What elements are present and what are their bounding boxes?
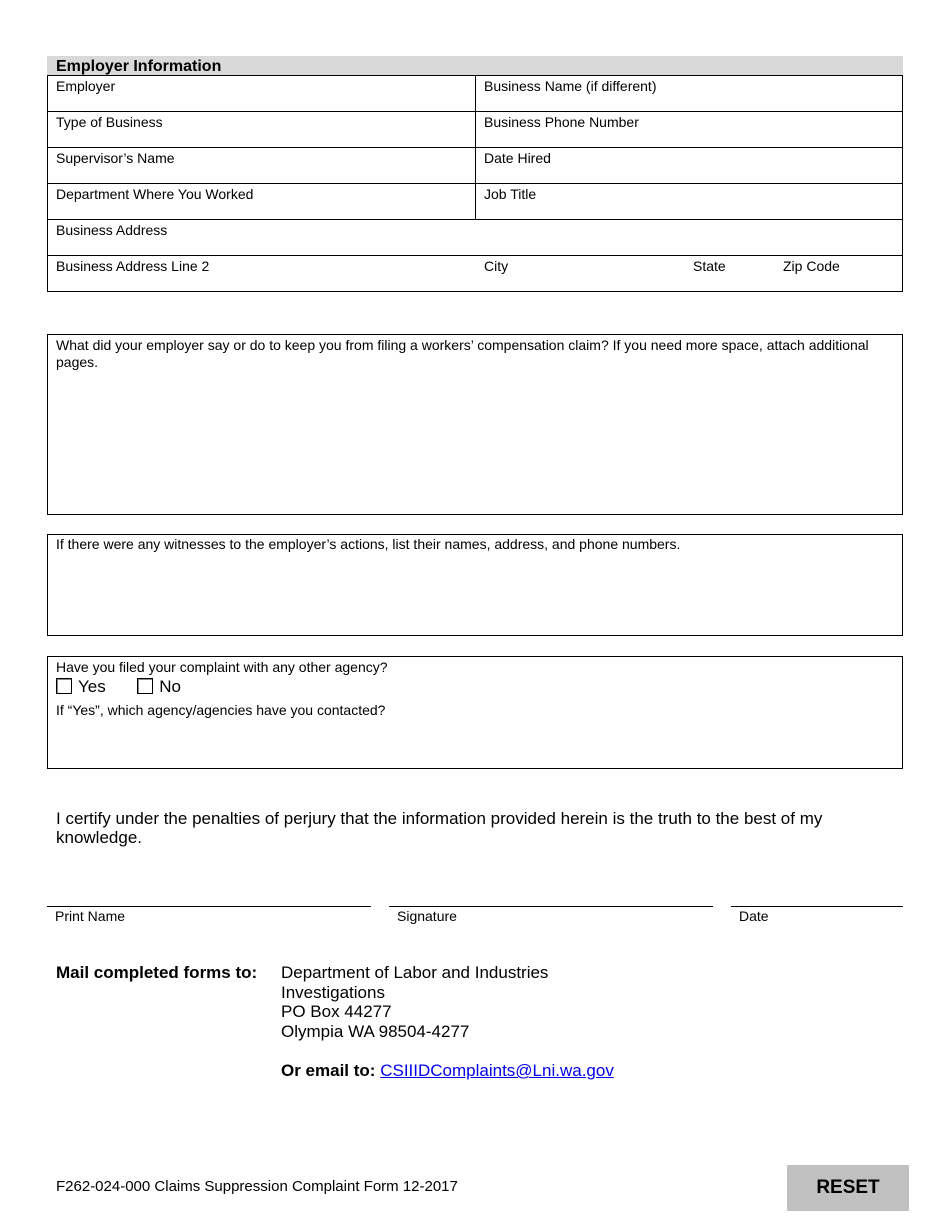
supervisor-name-field[interactable] xyxy=(48,148,476,184)
address-line: Investigations xyxy=(281,982,385,1002)
no-option[interactable] xyxy=(137,677,181,696)
email-label: Or email to: xyxy=(281,1061,376,1080)
agency-contacted-label: If “Yes”, which agency/agencies have you contacted? xyxy=(56,702,386,718)
address-line: Department of Labor and Industries xyxy=(281,963,549,982)
certification-statement: I certify under the penalties of perjury that the information provided herein is the truth to the best of my knowledge. xyxy=(56,809,823,847)
print-name-field[interactable] xyxy=(47,906,371,925)
section-title-employer-information: Employer Information xyxy=(47,56,903,75)
witnesses-field[interactable] xyxy=(47,534,903,636)
form-identifier: F262-024-000 Claims Suppression Complaint Form 12-2017 xyxy=(56,1178,458,1195)
business-name-label: Business Name (if different) xyxy=(484,78,657,94)
date-hired-label: Date Hired xyxy=(484,150,551,166)
witnesses-label: If there were any witnesses to the employer’s actions, list their names, address, and phone numbers. xyxy=(56,536,681,552)
yes-label: Yes xyxy=(78,677,106,696)
reset-button[interactable]: RESET xyxy=(787,1165,909,1211)
job-title-label: Job Title xyxy=(484,186,537,202)
business-phone-label: Business Phone Number xyxy=(484,114,639,130)
print-name-label: Print Name xyxy=(55,908,126,924)
supervisor-name-label: Supervisor’s Name xyxy=(56,150,175,166)
type-of-business-field[interactable] xyxy=(48,112,476,148)
state-label[interactable]: State xyxy=(693,258,726,274)
date-label: Date xyxy=(739,908,769,924)
business-name-field[interactable] xyxy=(476,76,903,112)
employer-actions-field[interactable] xyxy=(47,334,903,515)
business-address-line2-row xyxy=(48,256,903,292)
other-agency-question: Have you filed your complaint with any other agency? xyxy=(56,659,388,675)
yes-checkbox[interactable] xyxy=(56,678,72,694)
address-line: PO Box 44277 xyxy=(281,1002,392,1021)
zip-code-label[interactable]: Zip Code xyxy=(783,258,840,274)
business-address-label: Business Address xyxy=(56,222,168,238)
department-label: Department Where You Worked xyxy=(56,186,254,202)
date-hired-field[interactable] xyxy=(476,148,903,184)
email-link[interactable]: CSIIIDComplaints@Lni.wa.gov xyxy=(380,1061,614,1080)
business-address-2-label[interactable]: Business Address Line 2 xyxy=(56,258,210,274)
employer-info-table xyxy=(47,75,903,292)
department-field[interactable] xyxy=(48,184,476,220)
mailing-address xyxy=(281,963,548,1041)
other-agency-box xyxy=(47,656,903,769)
date-field[interactable] xyxy=(731,906,903,925)
city-label[interactable]: City xyxy=(484,258,509,274)
business-phone-field[interactable] xyxy=(476,112,903,148)
agency-contacted-field[interactable] xyxy=(56,702,894,719)
employer-field[interactable] xyxy=(48,76,476,112)
type-of-business-label: Type of Business xyxy=(56,114,163,130)
no-label: No xyxy=(159,677,181,696)
job-title-field[interactable] xyxy=(476,184,903,220)
mail-to-label: Mail completed forms to: xyxy=(56,963,258,982)
no-checkbox[interactable] xyxy=(137,678,153,694)
business-address-field[interactable] xyxy=(48,220,903,256)
address-line: Olympia WA 98504-4277 xyxy=(281,1021,470,1041)
employer-label: Employer xyxy=(56,78,116,94)
email-line xyxy=(281,1061,614,1081)
yes-option[interactable] xyxy=(56,677,106,696)
employer-actions-label: What did your employer say or do to keep you from filing a workers’ compensation claim? If you need more space, attach additional pages. xyxy=(56,337,869,370)
signature-label: Signature xyxy=(397,908,457,924)
signature-field[interactable] xyxy=(389,906,713,925)
